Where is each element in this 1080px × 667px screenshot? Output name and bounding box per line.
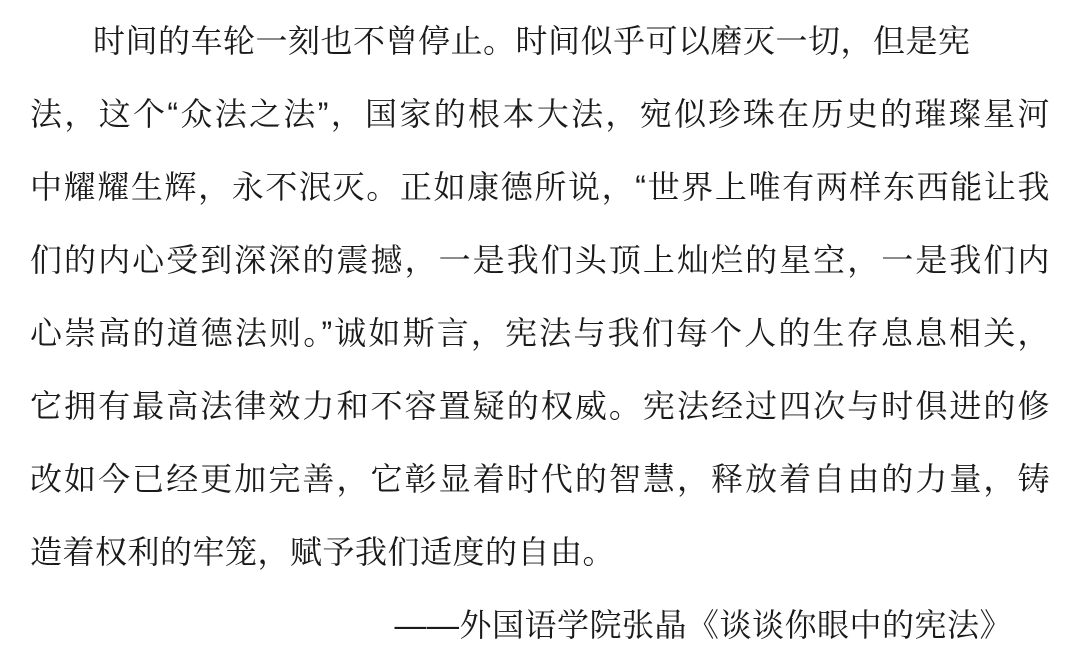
paragraph-line: 时间的车轮一刻也不曾停止。时间似乎可以磨灭一切，但是宪 [93, 23, 971, 59]
essay-paragraph [30, 5, 1050, 589]
paragraph-line: 们的内心受到深深的震撼，一是我们头顶上灿烂的星空，一是我们内 [30, 242, 1050, 278]
attribution-line: ——外国语学院张晶《谈谈你眼中的宪法》 [394, 607, 1012, 643]
paragraph-line: 心崇高的道德法则。”诚如斯言，宪法与我们每个人的生存息息相关， [30, 315, 1050, 351]
paragraph-line: 造着权利的牢笼，赋予我们适度的自由。 [30, 534, 616, 570]
paragraph-line: 它拥有最高法律效力和不容置疑的权威。宪法经过四次与时俱进的修 [30, 388, 1050, 424]
paragraph-line: 法，这个“众法之法”，国家的根本大法，宛似珍珠在历史的璀璨星河 [30, 96, 1050, 132]
paragraph-line: 改如今已经更加完善，它彰显着时代的智慧，释放着自由的力量，铸 [30, 461, 1050, 497]
paragraph-line: 中耀耀生辉，永不泯灭。正如康德所说，“世界上唯有两样东西能让我 [30, 169, 1050, 205]
